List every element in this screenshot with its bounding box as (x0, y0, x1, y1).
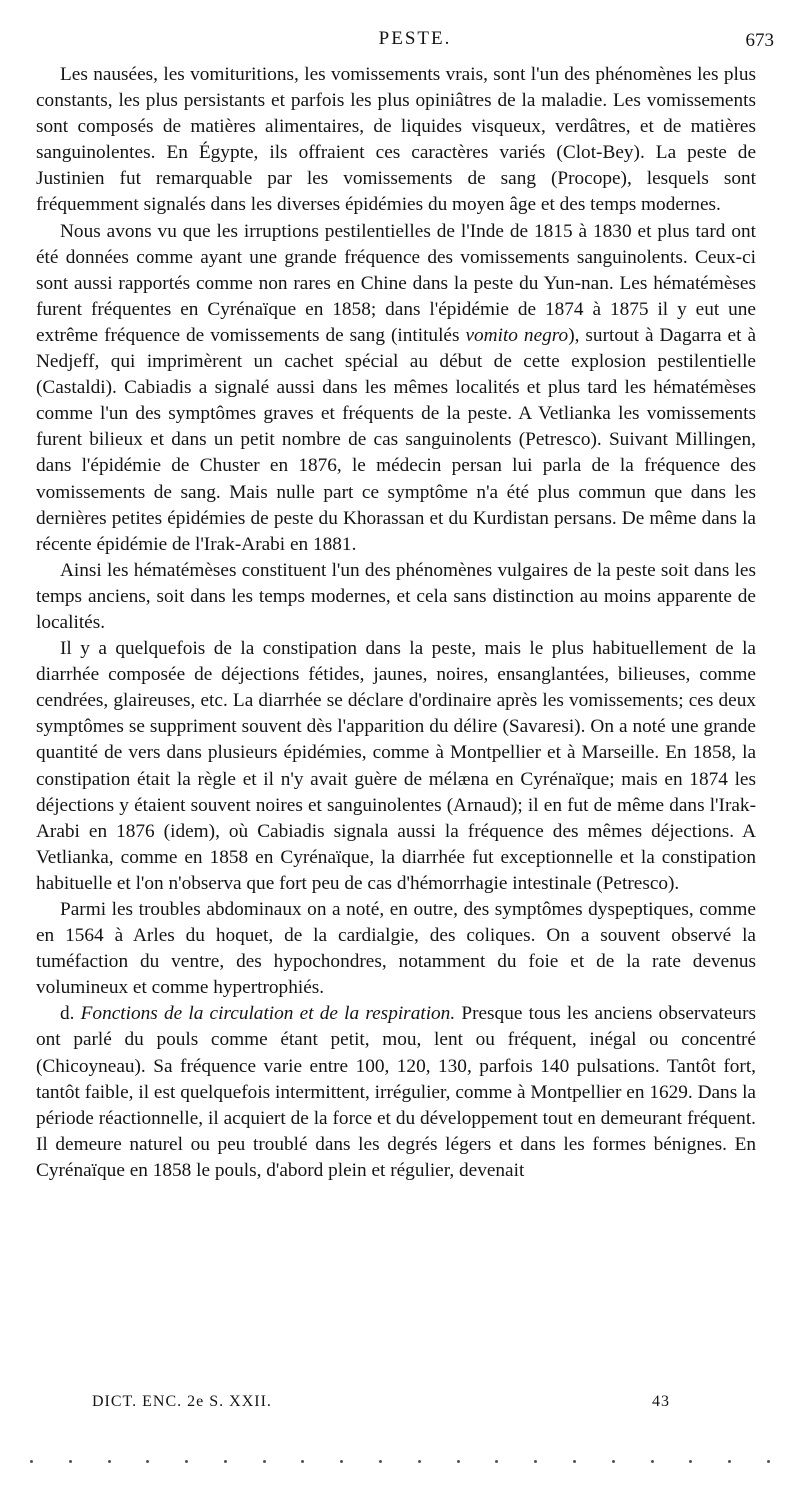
page-number: 673 (745, 30, 774, 51)
print-mark (301, 1460, 304, 1463)
print-mark (612, 1460, 615, 1463)
print-mark (767, 1460, 770, 1463)
footer-signature: DICT. ENC. 2e S. XXII. (92, 1393, 272, 1410)
print-mark (69, 1460, 72, 1463)
print-mark (457, 1460, 460, 1463)
print-mark (495, 1460, 498, 1463)
paragraph-circulation (36, 1001, 756, 1184)
footer-sheet-number: 43 (652, 1393, 670, 1410)
paragraph-hematemeses-summary: Ainsi les hématémèses constituent l'un des phénomènes vulgaires de la peste soit dans les temps anciens, soit dans les temps modernes, et cela sans distinction au moins apparente de localités. (36, 559, 756, 633)
running-header (62, 28, 774, 58)
print-mark (573, 1460, 576, 1463)
paragraph-troubles-abdominaux: Parmi les troubles abdominaux on a noté, en outre, des symptômes dyspeptiques, comme en 1564 à Arles du hoquet, de la cardialgie, des coliques. On a souvent observé la tuméfaction du ventre, des hypochondres, notamment du foie et de la rate devenus volumineux et comme hypertrophiés. (36, 899, 756, 999)
bottom-print-marks (30, 1460, 770, 1466)
paragraph-text-before: Nous avons vu que les irruptions pestilentielles de l'Inde de 1815 à 1830 et plus tard ont été données comme ayant une grande fréquence des vomissements sanguinolents. Ceux-ci sont aussi rapportés comme non rares en Chine dans la peste du Yun-nan. Les hématémèses furent fréquentes en Cyrénaïque en 1858; dans l'épidémie de 1874 à 1875 il y eut une extrême fréquence de vomissements de sang (intitulés (36, 220, 756, 346)
section-letter: d. (60, 1003, 81, 1025)
print-mark (418, 1460, 421, 1463)
print-mark (108, 1460, 111, 1463)
print-mark (224, 1460, 227, 1463)
body-text (36, 62, 756, 1184)
italic-term-vomito-negro: vomito negro (465, 324, 569, 346)
page-footer (92, 1393, 692, 1419)
paragraph-text-after: Presque tous les anciens observateurs ont parlé du pouls comme étant petit, mou, lent ou fréquent, inégal ou concentré (Chicoyneau). Sa fréquence varie entre 100, 120, 130, parfois 140 pulsations. Tantôt fort, tantôt faible, il est quelquefois intermittent, irrégulier, comme à Montpellier en 1629. Dans la période réactionnelle, il acquiert de la force et du développement tout en demeurant fréquent. Il demeure naturel ou peu troublé dans les degrés légers et dans les formes bénignes. En Cyrénaïque en 1858 le pouls, d'abord plein et régulier, devenait (36, 1003, 756, 1181)
print-mark (728, 1460, 731, 1463)
print-mark (651, 1460, 654, 1463)
section-heading: Fonctions de la circulation et de la respiration. (80, 1003, 456, 1025)
print-mark (340, 1460, 343, 1463)
print-mark (30, 1460, 33, 1463)
paragraph-nausees: Les nausées, les vomituritions, les vomissements vrais, sont l'un des phénomènes les plus constants, les plus persistants et parfois les plus opiniâtres de la maladie. Les vomissements sont composés de matières alimentaires, de liquides visqueux, verdâtres, et de matières sanguinolentes. En Égypte, ils offraient ces caractères variés (Clot-Bey). La peste de Justinien fut remarquable par les vomissements de sang (Procope), lesquels sont fréquemment signalés dans les diverses épidémies du moyen âge et des temps modernes. (36, 64, 756, 216)
print-mark (379, 1460, 382, 1463)
print-mark (185, 1460, 188, 1463)
running-title: PESTE. (378, 28, 452, 49)
paragraph-hematemeses-history (36, 219, 756, 558)
print-mark (534, 1460, 537, 1463)
print-mark (689, 1460, 692, 1463)
print-mark (263, 1460, 266, 1463)
print-mark (146, 1460, 149, 1463)
paragraph-text-after: ), surtout à Dagarra et à Nedjeff, qui imprimèrent un cachet spécial au début de cette explosion pestilentielle (Castaldi). Cabiadis a signalé aussi dans les mêmes localités et plus tard les hématémèses comme l'un des symptômes graves et fréquents de la peste. A Vetlianka les vomissements furent bilieux et dans un petit nombre de cas sanguinolents (Petresco). Suivant Millingen, dans l'épidémie de Chuster en 1876, le médecin persan lui parla de la fréquence des vomissements de sang. Mais nulle part ce symptôme n'a été plus commun que dans les dernières petites épidémies de peste du Khorassan et du Kurdistan persans. De même dans la récente épidémie de l'Irak-Arabi en 1881. (36, 324, 756, 555)
paragraph-constipation: Il y a quelquefois de la constipation dans la peste, mais le plus habituellement de la diarrhée composée de déjections fétides, jaunes, noires, ensanglantées, bilieuses, comme cendrées, glaireuses, etc. La diarrhée se déclare d'ordinaire après les vomissements; ces deux symptômes se suppriment souvent dès l'apparition du délire (Savaresi). On a noté une grande quantité de vers dans plusieurs épidémies, comme à Montpellier et à Marseille. En 1858, la constipation était la règle et il n'y avait guère de mélæna en Cyrénaïque; mais en 1874 les déjections y étaient souvent noires et sanguinolentes (Arnaud); il en fut de même dans l'Irak-Arabi en 1876 (idem), où Cabiadis signala aussi la fréquence des mêmes déjections. A Vetlianka, comme en 1858 en Cyrénaïque, la diarrhée fut exceptionnelle et la constipation habituelle et l'on n'observa que fort peu de cas d'hémorrhagie intestinale (Petresco). (36, 638, 756, 894)
